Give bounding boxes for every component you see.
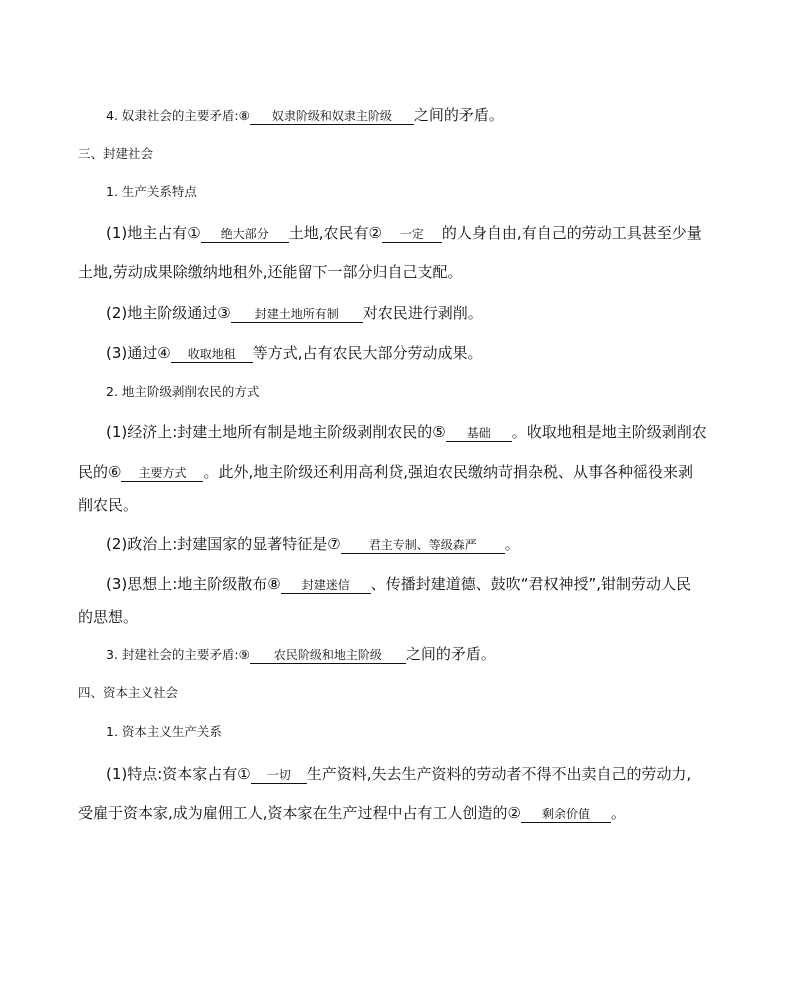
answer-blank: 收取地租	[171, 348, 253, 363]
text-segment: 之间的矛盾。	[405, 645, 496, 663]
paragraph-line	[106, 425, 707, 442]
text-segment: 。收取地租是地主阶级剥削农	[511, 423, 707, 441]
answer-blank: 主要方式	[121, 467, 203, 482]
paragraph-line: 的思想。	[78, 608, 139, 626]
text-segment: 。	[504, 535, 520, 553]
text-segment: 生产资料,失去生产资料的劳动者不得不出卖自己的劳动力,	[306, 765, 692, 783]
text-segment: 民的⑥	[78, 463, 122, 481]
text-segment: 土地,农民有②	[288, 224, 382, 242]
answer-blank: 农民阶级和地主阶级	[250, 649, 406, 664]
paragraph-line	[106, 767, 691, 784]
text-segment: 受雇于资本家,成为雇佣工人,资本家在生产过程中占有工人创造的②	[78, 804, 521, 822]
feudal-society-contradiction-line	[106, 647, 496, 664]
answer-blank: 君主专制、等级森严	[341, 539, 505, 554]
text-segment: (1)特点:资本家占有①	[106, 765, 251, 783]
text-segment: (2)地主阶级通过③	[106, 304, 231, 322]
answer-blank: 一切	[251, 769, 307, 784]
subheading-exploitation-methods: 2. 地主阶级剥削农民的方式	[106, 384, 260, 399]
slave-society-contradiction-line	[106, 108, 504, 125]
text-segment: 。	[611, 804, 627, 822]
answer-blank: 剩余价值	[521, 808, 611, 823]
answer-blank: 奴隶阶级和奴隶主阶级	[250, 110, 414, 125]
text-segment: 、传播封建道德、鼓吹“君权神授”,钳制劳动人民	[370, 575, 692, 593]
answer-blank: 封建土地所有制	[231, 308, 363, 323]
text-segment: (3)思想上:地主阶级散布⑧	[106, 575, 281, 593]
paragraph-line: 削农民。	[78, 496, 139, 514]
text-segment: (2)政治上:封建国家的显著特征是⑦	[106, 535, 341, 553]
answer-blank: 封建迷信	[281, 579, 371, 594]
paragraph-line	[106, 226, 702, 243]
answer-blank: 基础	[446, 427, 512, 442]
text-segment: (1)地主占有①	[106, 224, 201, 242]
text-segment: 对农民进行剥削。	[362, 304, 483, 322]
section-heading-capitalist: 四、资本主义社会	[78, 685, 179, 700]
text-segment: 3. 封建社会的主要矛盾:⑨	[106, 647, 250, 662]
text-segment: (1)经济上:封建土地所有制是地主阶级剥削农民的⑤	[106, 423, 446, 441]
text-segment: 。此外,地主阶级还利用高利贷,强迫农民缴纳苛捐杂税、从事各种徭役来剥	[203, 463, 693, 481]
text-segment: 4. 奴隶社会的主要矛盾:⑧	[106, 108, 250, 123]
section-heading-feudal: 三、封建社会	[78, 146, 154, 161]
text-segment: (3)通过④	[106, 344, 171, 362]
paragraph-line	[106, 537, 520, 554]
subheading-capitalist-relations: 1. 资本主义生产关系	[106, 724, 222, 739]
answer-blank: 绝大部分	[201, 228, 289, 243]
text-segment: 等方式,占有农民大部分劳动成果。	[252, 344, 483, 362]
text-segment: 的人身自由,有自己的劳动工具甚至少量	[441, 224, 702, 242]
paragraph-line	[106, 306, 483, 323]
subheading-production-relations: 1. 生产关系特点	[106, 184, 197, 199]
paragraph-line	[78, 806, 626, 823]
text-segment: 之间的矛盾。	[413, 106, 504, 124]
paragraph-line	[106, 577, 691, 594]
paragraph-line: 土地,劳动成果除缴纳地租外,还能留下一部分归自己支配。	[78, 263, 463, 281]
paragraph-line	[78, 465, 693, 482]
paragraph-line	[106, 346, 482, 363]
answer-blank: 一定	[382, 228, 442, 243]
